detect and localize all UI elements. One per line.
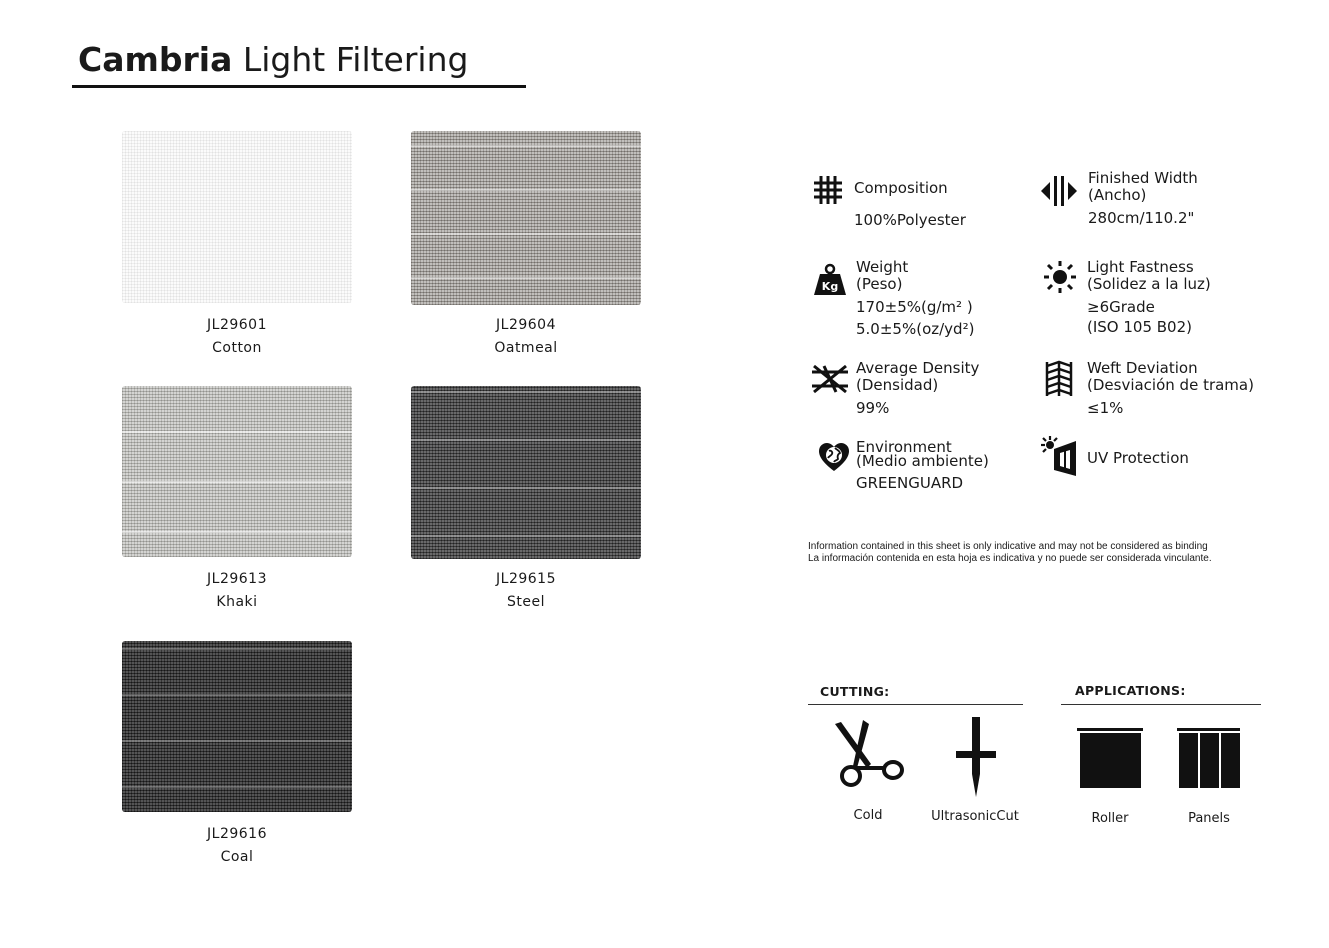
swatch-code: JL29616: [207, 826, 267, 842]
width-arrows-icon: [1040, 172, 1078, 210]
roller-blind-icon: [1055, 728, 1165, 790]
fabric-sample: [411, 131, 641, 305]
swatch-color-name: Cotton: [212, 340, 262, 356]
cutting-cold: [813, 718, 923, 823]
spec-value: GREENGUARD: [856, 474, 964, 492]
spec-label: Composition: [854, 179, 948, 197]
disclaimer-spanish: La información contenida en esta hoja es indicativa y no puede ser considerada vinculante.: [808, 553, 1212, 564]
spec-sublabel: (Densidad): [856, 376, 939, 394]
kg-weight-icon: [812, 263, 848, 299]
cutting-rule: [808, 704, 1023, 705]
swatch-color-name: Steel: [507, 594, 545, 610]
swatch-oatmeal: [411, 131, 641, 356]
spec-value-secondary: 5.0±5%(oz/yd²): [856, 320, 975, 338]
sun-icon: [1043, 260, 1077, 294]
swatch-color-name: Coal: [220, 849, 254, 865]
fabric-sample: [122, 131, 352, 303]
spec-value: ≥6Grade: [1087, 298, 1155, 316]
disclaimer-english: Information contained in this sheet is only indicative and may not be considered as binding: [808, 541, 1208, 552]
globe-heart-icon: [818, 442, 850, 472]
swatch-cotton: [122, 131, 352, 356]
page-title: [78, 40, 468, 79]
spec-label: Environment: [856, 438, 952, 456]
panel-blind-icon: [1154, 728, 1264, 790]
spec-sublabel: (Peso): [856, 275, 903, 293]
spec-sublabel: (Solidez a la luz): [1087, 275, 1211, 293]
title-underline: [72, 85, 526, 88]
swatch-khaki: [122, 386, 352, 610]
weft-icon: [1043, 360, 1075, 398]
title-product: Light Filtering: [242, 40, 469, 79]
swatch-steel: [411, 386, 641, 610]
spec-value: 280cm/110.2": [1088, 209, 1195, 227]
applications-rule: [1061, 704, 1261, 705]
spec-label: Light Fastness: [1087, 258, 1194, 276]
applications-heading: APPLICATIONS:: [1075, 683, 1186, 698]
weave-icon: [810, 364, 850, 396]
grid-icon: [812, 174, 844, 206]
spec-value: 100%Polyester: [854, 211, 966, 229]
fabric-sample: [411, 386, 641, 559]
disclaimer: [808, 541, 1212, 565]
application-panels: [1154, 728, 1264, 826]
cutting-label: UltrasonicCut: [931, 809, 1019, 824]
spec-value: ≤1%: [1087, 399, 1124, 417]
spec-label: UV Protection: [1087, 449, 1189, 467]
spec-label: Weight: [856, 258, 909, 276]
cutting-label: Cold: [853, 808, 883, 823]
swatch-color-name: Oatmeal: [494, 340, 558, 356]
spec-label: Finished Width: [1088, 169, 1198, 187]
uv-window-icon: [1040, 435, 1078, 477]
swatch-code: JL29604: [496, 317, 556, 333]
spec-value: 99%: [856, 399, 890, 417]
swatch-code: JL29615: [496, 571, 556, 587]
cutting-ultrasonic: [920, 715, 1030, 824]
spec-sublabel: (Desviación de trama): [1087, 376, 1254, 394]
application-roller: [1055, 728, 1165, 826]
spec-value: 170±5%(g/m² ): [856, 298, 973, 316]
swatch-code: JL29601: [207, 317, 267, 333]
cutting-heading: CUTTING:: [820, 684, 890, 699]
application-label: Roller: [1091, 811, 1129, 826]
scissors-icon: [813, 718, 923, 798]
spec-value-secondary: (ISO 105 B02): [1087, 318, 1192, 336]
fabric-sample: [122, 641, 352, 812]
swatch-color-name: Khaki: [216, 594, 258, 610]
swatch-coal: [122, 641, 352, 865]
swatch-code: JL29613: [207, 571, 267, 587]
svg-text:Kg: Kg: [821, 280, 839, 293]
fabric-sample: [122, 386, 352, 557]
spec-label: Weft Deviation: [1087, 359, 1198, 377]
ultrasonic-cutter-icon: [920, 715, 1030, 797]
spec-sublabel: (Medio ambiente): [856, 452, 989, 470]
spec-label: Average Density: [856, 359, 980, 377]
title-brand: Cambria: [78, 40, 233, 79]
spec-sublabel: (Ancho): [1088, 186, 1147, 204]
application-label: Panels: [1188, 811, 1230, 826]
